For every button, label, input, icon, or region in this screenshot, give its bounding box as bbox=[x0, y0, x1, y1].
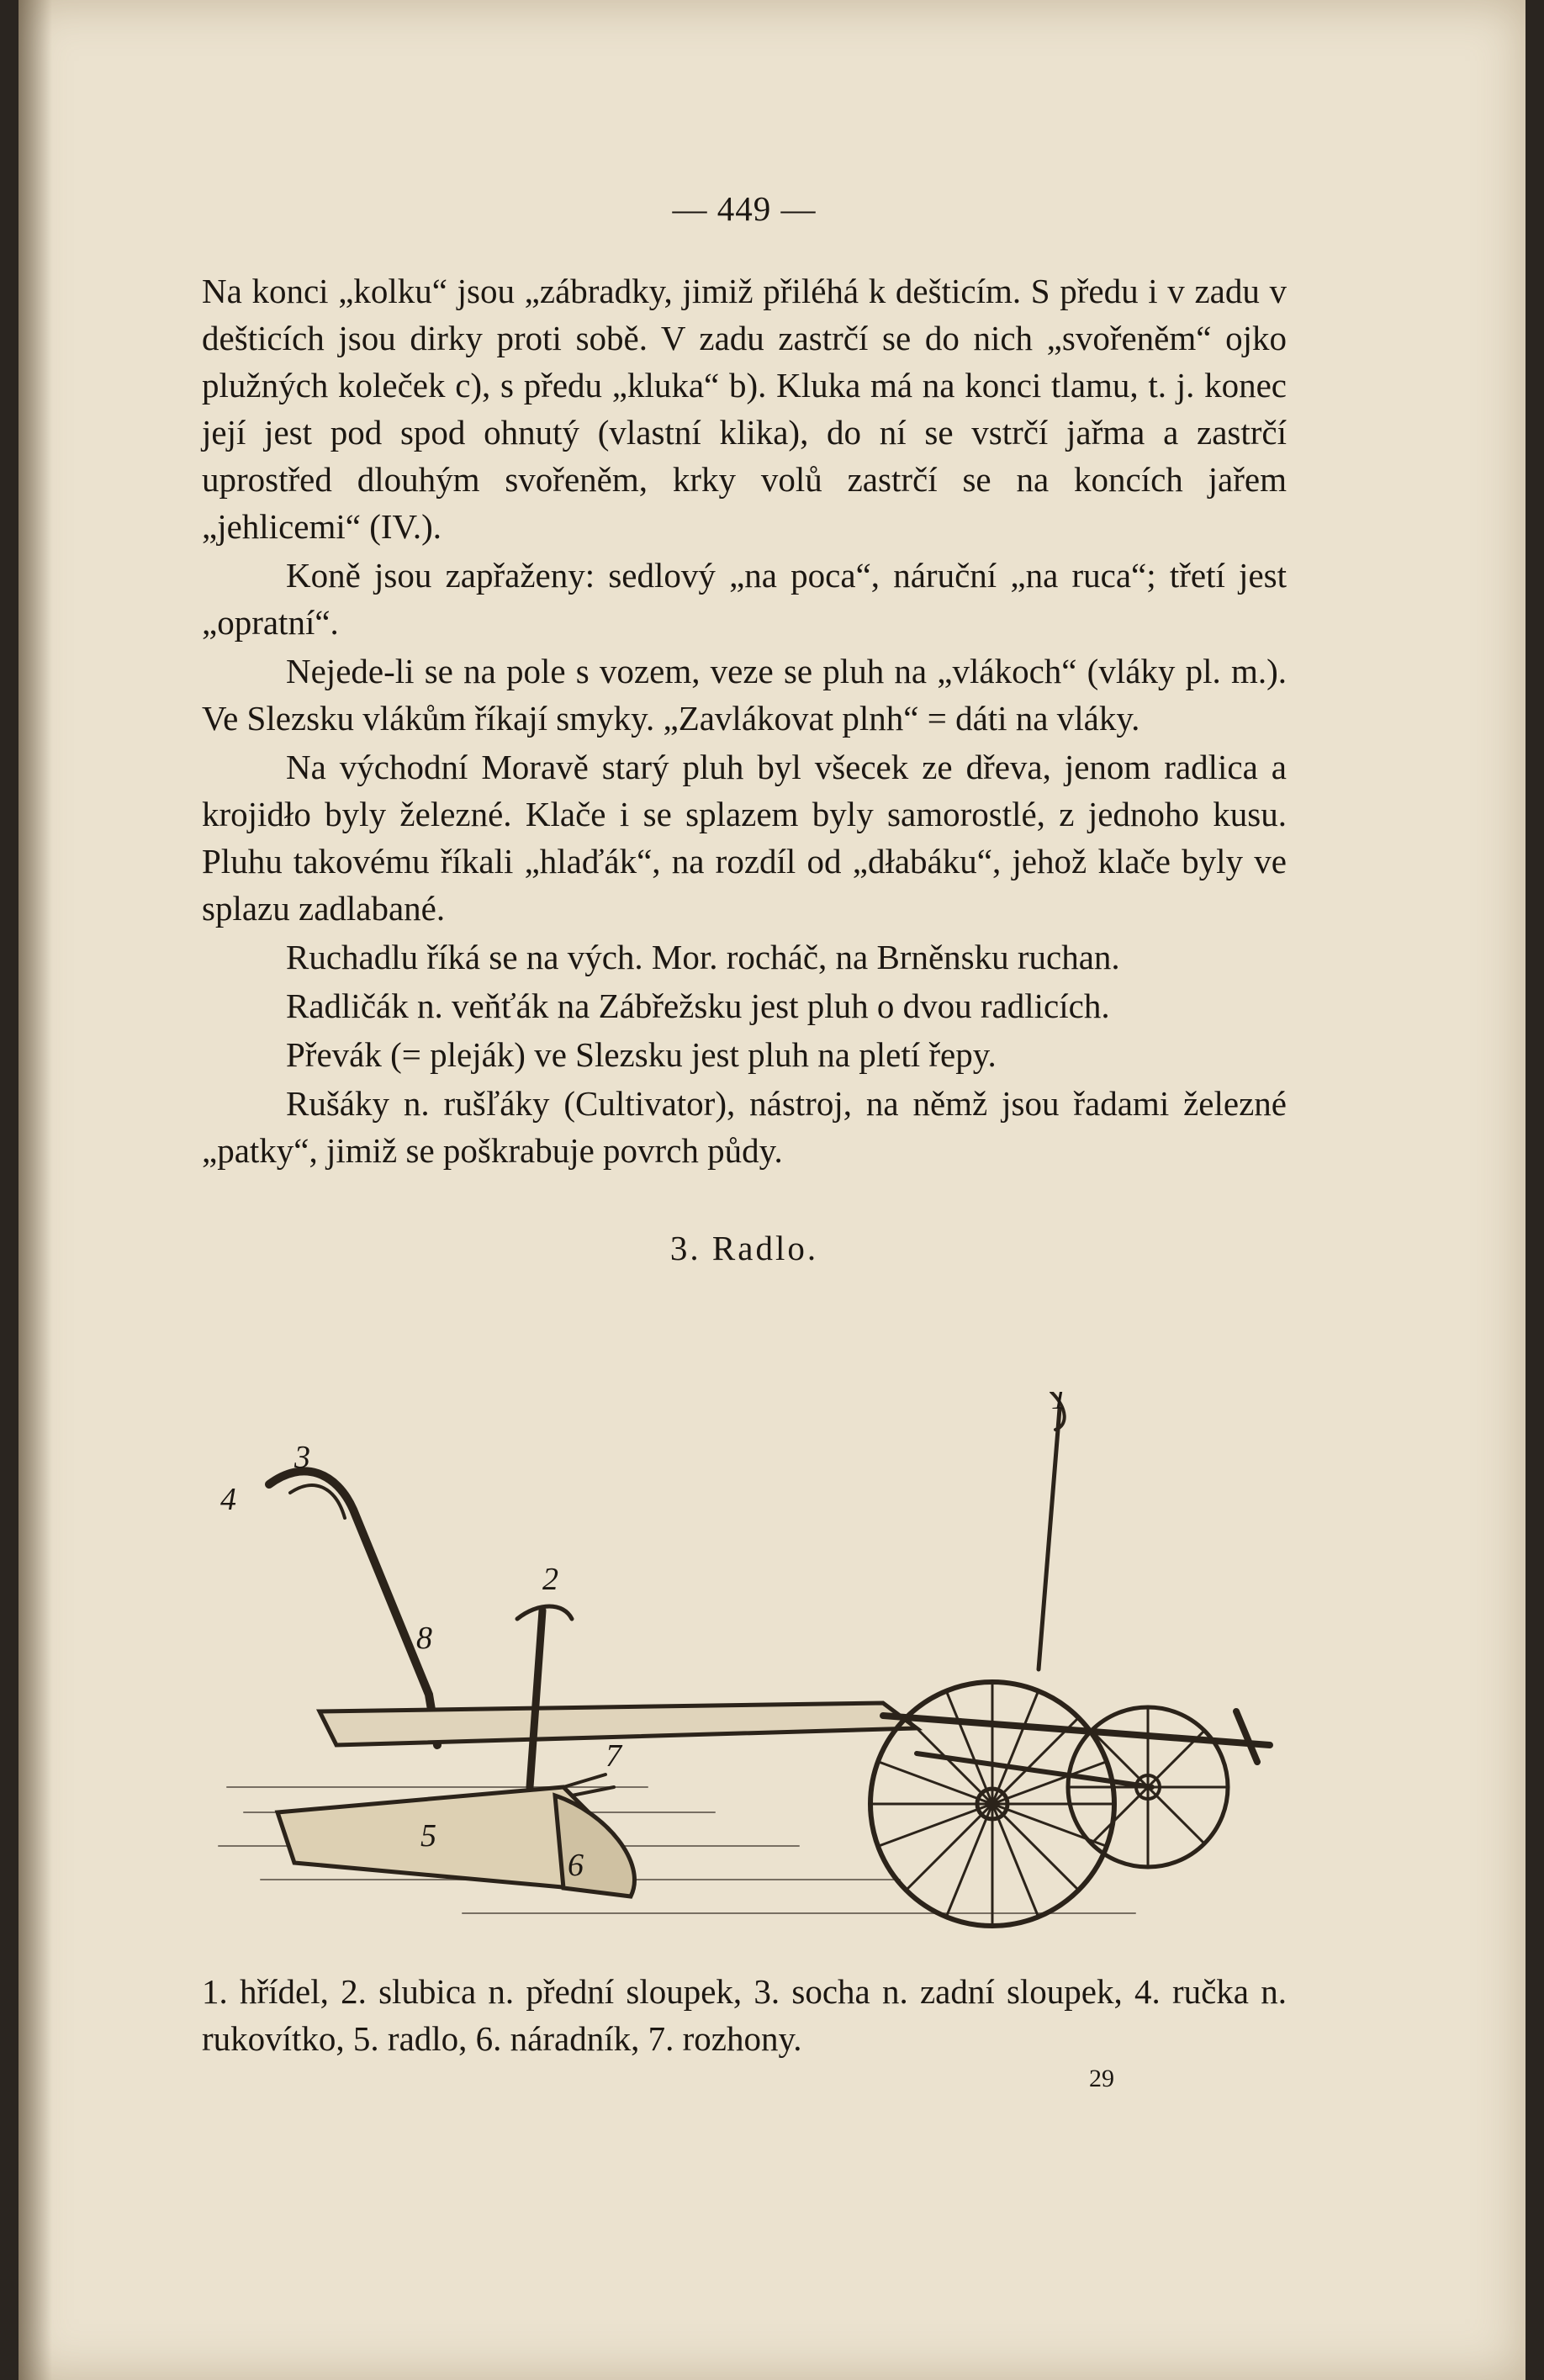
plough-illustration bbox=[210, 1392, 1295, 1964]
figure-label: 3 bbox=[294, 1440, 310, 1475]
plough-drawing bbox=[210, 1392, 1295, 1964]
page-number: — 449 — bbox=[672, 189, 817, 228]
figure-label: 7 bbox=[605, 1738, 621, 1774]
paragraph: Na konci „kolku“ jsou „zábradky, jimiž přiléhá k dešticím. S předu i v zadu v dešticích jsou dirky proti sobě. V zadu zastrčí se do nich „svořeněm“ ojko plužných koleček c), s předu „kluka“ b). Kluka má na konci tlamu, t. j. konec její jest pod spod ohnutý (vlastní klika), do ní se vstrčí jařma a zastrčí uprostřed dlouhým svořeněm, krky volů zastrčí se na koncích jařem „jehlicemi“ (IV.). bbox=[202, 272, 1287, 546]
figure-label: 2 bbox=[542, 1562, 558, 1597]
figure-label: 1 bbox=[1051, 1392, 1067, 1416]
plough-linework bbox=[219, 1392, 1270, 1926]
paragraph: Nejede-li se na pole s vozem, veze se pluh na „vlákoch“ (vláky pl. m.). Ve Slezsku vlákům říkají smyky. „Zavlákovat plnh“ = dáti na vláky. bbox=[202, 652, 1287, 738]
paragraph: Převák (= pleják) ve Slezsku jest pluh na pletí řepy. bbox=[286, 1035, 997, 1074]
section-heading: 3. Radlo. bbox=[669, 1229, 819, 1267]
figure-label: 4 bbox=[220, 1482, 236, 1517]
paragraph: Rušáky n. rušľáky (Cultivator), nástroj, na němž jsou řadami železné „patky“, jimiž se poškrabuje povrch půdy. bbox=[202, 1084, 1287, 1170]
paragraph: Na východní Moravě starý pluh byl všecek ze dřeva, jenom radlica a krojidło byly železné. Klače i se splazem byly samorostlé, z jednoho kusu. Pluhu takovému říkali „hlaďák“, na rozdíl od „dłabáku“, jehož klače byly ve splazu zadlabané. bbox=[202, 748, 1287, 928]
page-text-block bbox=[202, 185, 1287, 1272]
book-spine-shadow bbox=[19, 0, 52, 2380]
figure-caption: 1. hřídel, 2. slubica n. přední sloupek, 3. socha n. zadní sloupek, 4. ručka n. rukovítko, 5. radlo, 6. náradník, 7. rozhony. bbox=[202, 1972, 1287, 2058]
paragraph: Ruchadlu říká se na vých. Mor. rocháč, na Brněnsku ruchan. bbox=[286, 938, 1120, 976]
figure-label: 8 bbox=[416, 1621, 432, 1656]
signature-mark: 29 bbox=[1089, 2065, 1114, 2092]
figure-label: 5 bbox=[420, 1818, 436, 1854]
figure-label: 6 bbox=[568, 1848, 584, 1883]
paragraph: Koně jsou zapřaženy: sedlový „na poca“, náruční „na ruca“; třetí jest „opratní“. bbox=[202, 556, 1287, 642]
paragraph: Radličák n. veňťák na Zábřežsku jest pluh o dvou radlicích. bbox=[286, 986, 1110, 1025]
